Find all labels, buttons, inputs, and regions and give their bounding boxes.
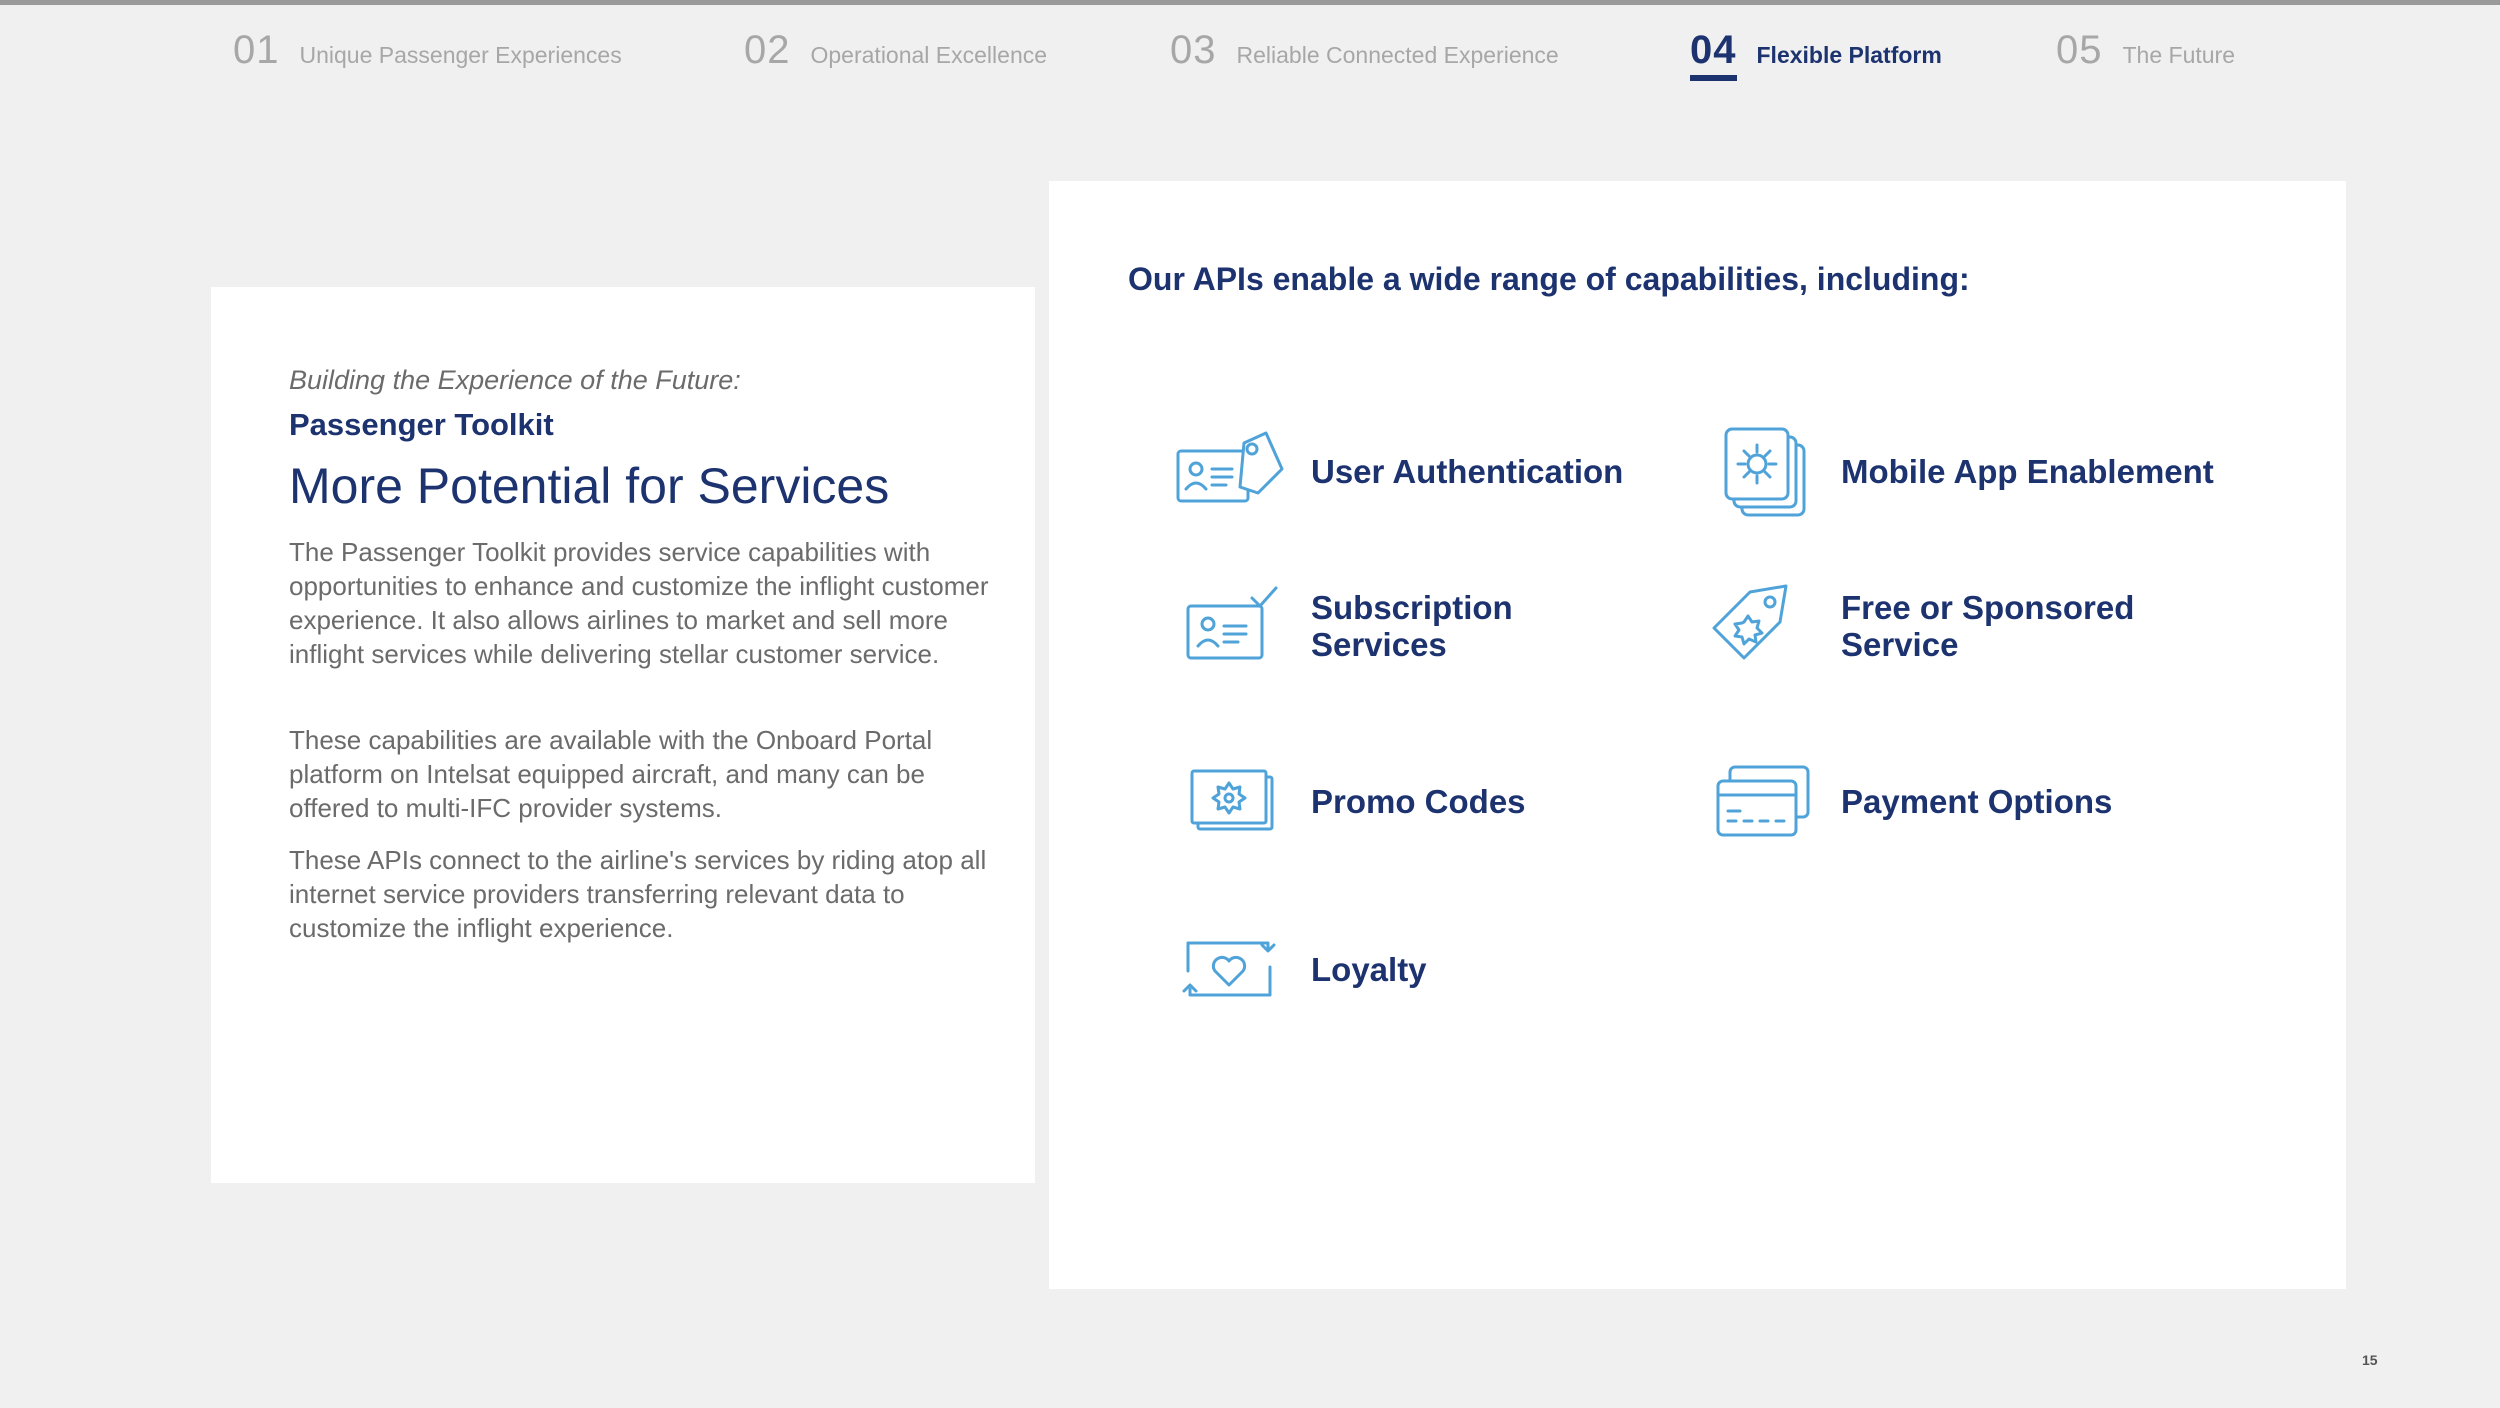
section-nav [0,28,2500,98]
eyebrow-text: Building the Experience of the Future: [289,365,741,395]
capability-label: Mobile App Enablement [1841,452,2214,490]
nav-label: Unique Passenger Experiences [299,42,622,68]
nav-item-03[interactable] [1170,28,1559,73]
capability-payment-options[interactable] [1689,751,2112,851]
body-paragraph: The Passenger Toolkit provides service capabilities with opportunities to enhance and customize the inflight customer experience. It also allows airlines to market and sell more inflight services while delivering stellar customer service. [289,537,989,669]
capability-promo-codes[interactable] [1159,751,1526,851]
nav-item-04[interactable] [1690,28,1942,81]
id-card-check-icon [1159,576,1299,676]
nav-label: Operational Excellence [810,42,1048,68]
intro-card [211,287,1035,1183]
nav-number: 01 [233,28,280,72]
credit-card-icon [1689,751,1829,851]
promo-badge-card-icon [1159,751,1299,851]
capability-label: Subscription Services [1311,589,1513,663]
nav-item-02[interactable] [744,28,1047,73]
capabilities-card [1049,181,2346,1289]
capability-label: Loyalty [1311,950,1427,988]
toolkit-title: Passenger Toolkit [289,407,554,442]
nav-number: 05 [2056,28,2103,72]
capability-label: Payment Options [1841,782,2113,820]
page-headline: More Potential for Services [289,458,890,514]
body-paragraph: These APIs connect to the airline's services by riding atop all internet service providers transferring relevant data to customize the inflight experience. [289,845,987,943]
nav-item-05[interactable] [2056,28,2235,73]
top-rule [0,0,2500,5]
capability-loyalty[interactable] [1159,919,1427,1019]
nav-number: 03 [1170,28,1217,72]
nav-item-01[interactable] [233,28,622,73]
id-card-tag-icon [1159,421,1299,521]
app-gear-stack-icon [1689,421,1829,521]
nav-label: Reliable Connected Experience [1236,42,1559,68]
capability-label: Free or Sponsored Service [1841,589,2135,663]
nav-number: 02 [744,28,791,72]
price-tag-badge-icon [1689,576,1829,676]
capability-subscription-services[interactable] [1159,576,1571,676]
nav-label: Flexible Platform [1756,42,1942,68]
capability-label: User Authentication [1311,452,1624,490]
capability-free-or-sponsored-service[interactable] [1689,576,2171,676]
page-number: 15 [2362,1352,2378,1368]
body-paragraph: These capabilities are available with the Onboard Portal platform on Intelsat equipped aircraft, and many can be offered to multi-IFC provider systems. [289,725,933,823]
capability-label: Promo Codes [1311,782,1526,820]
nav-number: 04 [1690,28,1737,81]
nav-label: The Future [2122,42,2235,68]
capability-user-authentication[interactable] [1159,421,1623,521]
heart-exchange-icon [1159,919,1299,1019]
capabilities-heading: Our APIs enable a wide range of capabilities, including: [1128,261,1970,297]
capability-mobile-app-enablement[interactable] [1689,421,2214,521]
